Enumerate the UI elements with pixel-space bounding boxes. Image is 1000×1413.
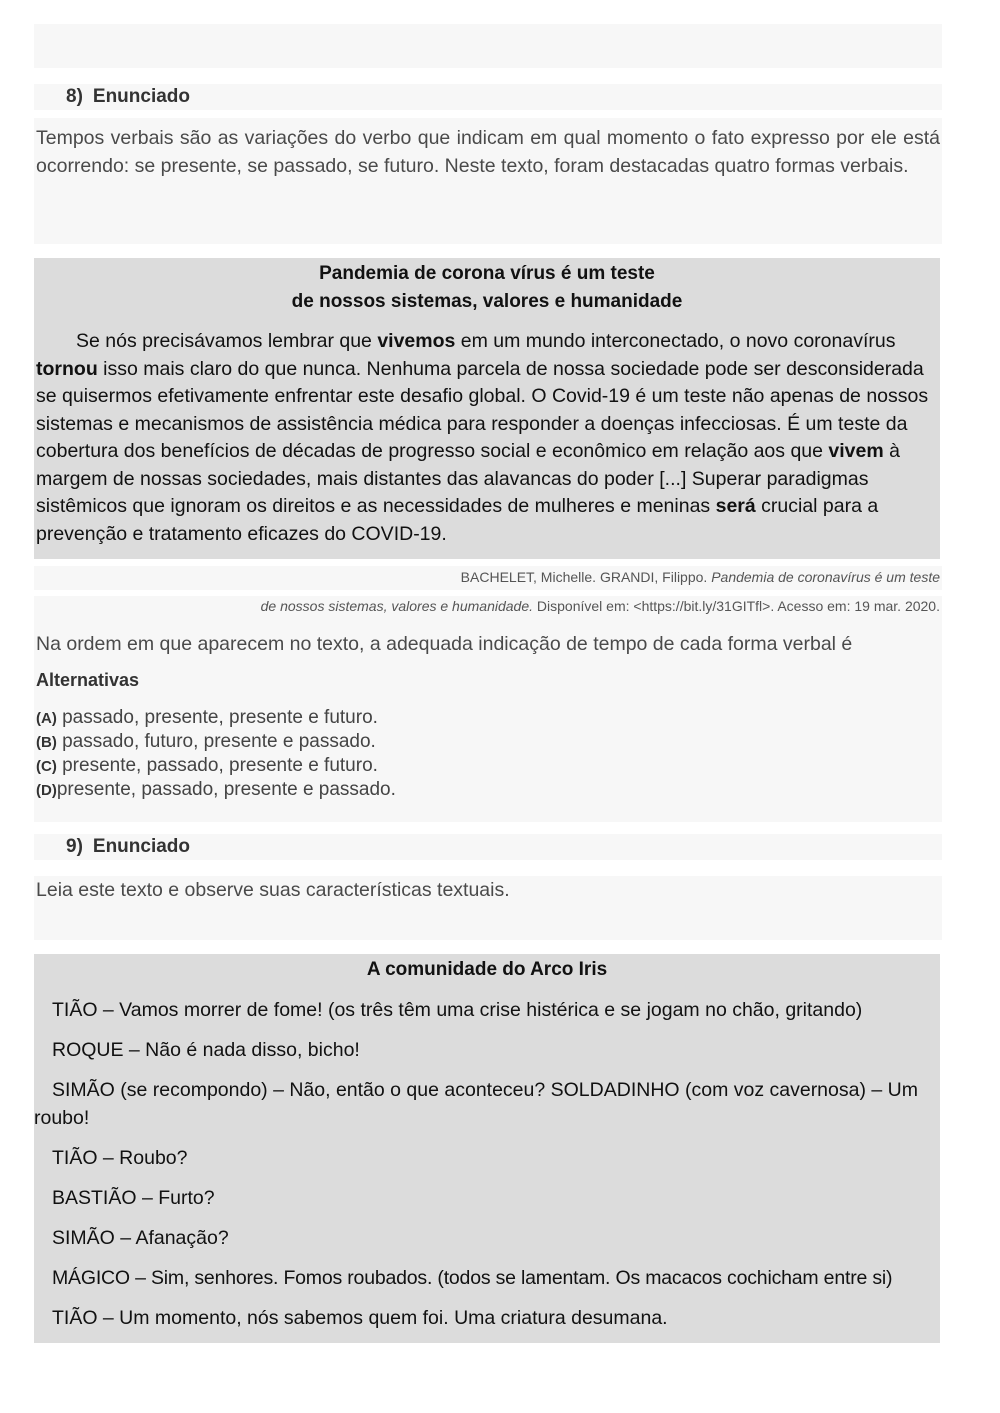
- alternative-letter: (D): [36, 782, 57, 799]
- dialog-line: TIÃO – Roubo?: [52, 1147, 188, 1169]
- text-segment: crucial para a prevenção e tratamento eficazes do COVID-19.: [36, 495, 879, 545]
- alternative-letter: (C): [36, 758, 57, 775]
- question-8-heading: [34, 84, 942, 110]
- title-line-1: Pandemia de corona vírus é um teste: [319, 263, 655, 284]
- pandemic-text-title: [34, 260, 940, 316]
- heading-label: Enunciado: [92, 836, 191, 857]
- dialog-line: SIMÃO (se recompondo) – Não, então o que aconteceu? SOLDADINHO (com voz cavernosa) – Um roubo!: [34, 1079, 918, 1129]
- alternative-text: presente, passado, presente e futuro.: [56, 755, 378, 776]
- text-segment: isso mais claro do que nunca. Nenhuma parcela de nossa sociedade pode ser desconsiderada se quisermos efetivamente enfrentar este desafio global. O Covid-19 é um teste não apenas de nossos sistemas e mecanismos de assistência médica para responder a doenças infecciosas. É um teste da cobertura dos benefícios de décadas de progresso social e econômico em relação aos que: [36, 357, 929, 462]
- alternative-c[interactable]: [36, 754, 936, 778]
- heading-label: Enunciado: [92, 86, 191, 107]
- alternatives-list: [36, 706, 936, 802]
- alternatives-label: Alternativas: [36, 670, 140, 690]
- alternative-b[interactable]: [36, 730, 936, 754]
- highlighted-verb: tornou: [36, 357, 98, 380]
- question-number: 8): [66, 86, 83, 107]
- dialog-line: ROQUE – Não é nada disso, bicho!: [52, 1039, 360, 1061]
- text-segment: Se nós precisávamos lembrar que: [76, 330, 378, 352]
- text-segment: em um mundo interconectado, o novo coronavírus: [455, 330, 896, 352]
- alternative-text: passado, presente, presente e futuro.: [56, 707, 378, 728]
- pandemic-text-body: [34, 328, 940, 548]
- citation-source: Disponível em: <https://bit.ly/31GITfl>. Acesso em: 19 mar. 2020.: [533, 598, 940, 614]
- title-line-2: de nossos sistemas, valores e humanidade: [291, 291, 683, 312]
- question-8-intro-band: [34, 118, 942, 244]
- dialog-line: TIÃO – Vamos morrer de fome! (os três têm uma crise histérica e se jogam no chão, gritando): [52, 999, 863, 1021]
- alternative-letter: (B): [36, 734, 57, 751]
- highlighted-verb: vivem: [828, 440, 884, 462]
- alternative-text: passado, futuro, presente e passado.: [56, 731, 376, 752]
- question-number: 9): [66, 836, 83, 857]
- highlighted-verb: vivemos: [377, 330, 456, 352]
- alternative-d[interactable]: [36, 778, 936, 802]
- play-text-title: A comunidade do Arco Iris: [366, 959, 608, 980]
- dialog-line: TIÃO – Um momento, nós sabemos quem foi. Uma criatura desumana.: [52, 1307, 668, 1329]
- dialog-line: SIMÃO – Afanação?: [52, 1227, 229, 1249]
- question-9-intro-band: [34, 876, 942, 940]
- alternative-letter: (A): [36, 710, 57, 727]
- question-9-intro: Leia este texto e observe suas características textuais.: [36, 879, 510, 901]
- question-8-prompt: Na ordem em que aparecem no texto, a adequada indicação de tempo de cada forma verbal é: [36, 633, 853, 655]
- play-dialog: [34, 996, 940, 1332]
- alternative-a[interactable]: [36, 706, 936, 730]
- question-9-heading: [34, 834, 942, 860]
- text-segment: à margem de nossas sociedades, mais distantes das alavancas do poder [...] Superar paradigmas sistêmicos que ignoram os direitos e as necessidades de mulheres e meninas: [36, 440, 900, 517]
- citation-line-2: [34, 598, 940, 614]
- play-text-box: [34, 954, 940, 1343]
- citation-title: de nossos sistemas, valores e humanidade.: [260, 598, 534, 614]
- question-8-intro: Tempos verbais são as variações do verbo que indicam em qual momento o fato expresso por ele está ocorrendo: se presente, se passado, se futuro. Neste texto, foram destacadas quatro formas verbais.: [36, 127, 940, 177]
- highlighted-verb: será: [715, 495, 756, 517]
- citation-line-1: [34, 569, 940, 585]
- dialog-line: BASTIÃO – Furto?: [52, 1187, 215, 1209]
- top-blank-band: [34, 24, 942, 68]
- pandemic-text-box: [34, 258, 940, 559]
- alternative-text: presente, passado, presente e passado.: [56, 779, 396, 800]
- citation-title: Pandemia de coronavírus é um teste: [711, 569, 940, 585]
- dialog-line: MÁGICO – Sim, senhores. Fomos roubados. (todos se lamentam. Os macacos cochicham entre si): [52, 1267, 893, 1289]
- citation-authors: BACHELET, Michelle. GRANDI, Filippo.: [460, 569, 712, 585]
